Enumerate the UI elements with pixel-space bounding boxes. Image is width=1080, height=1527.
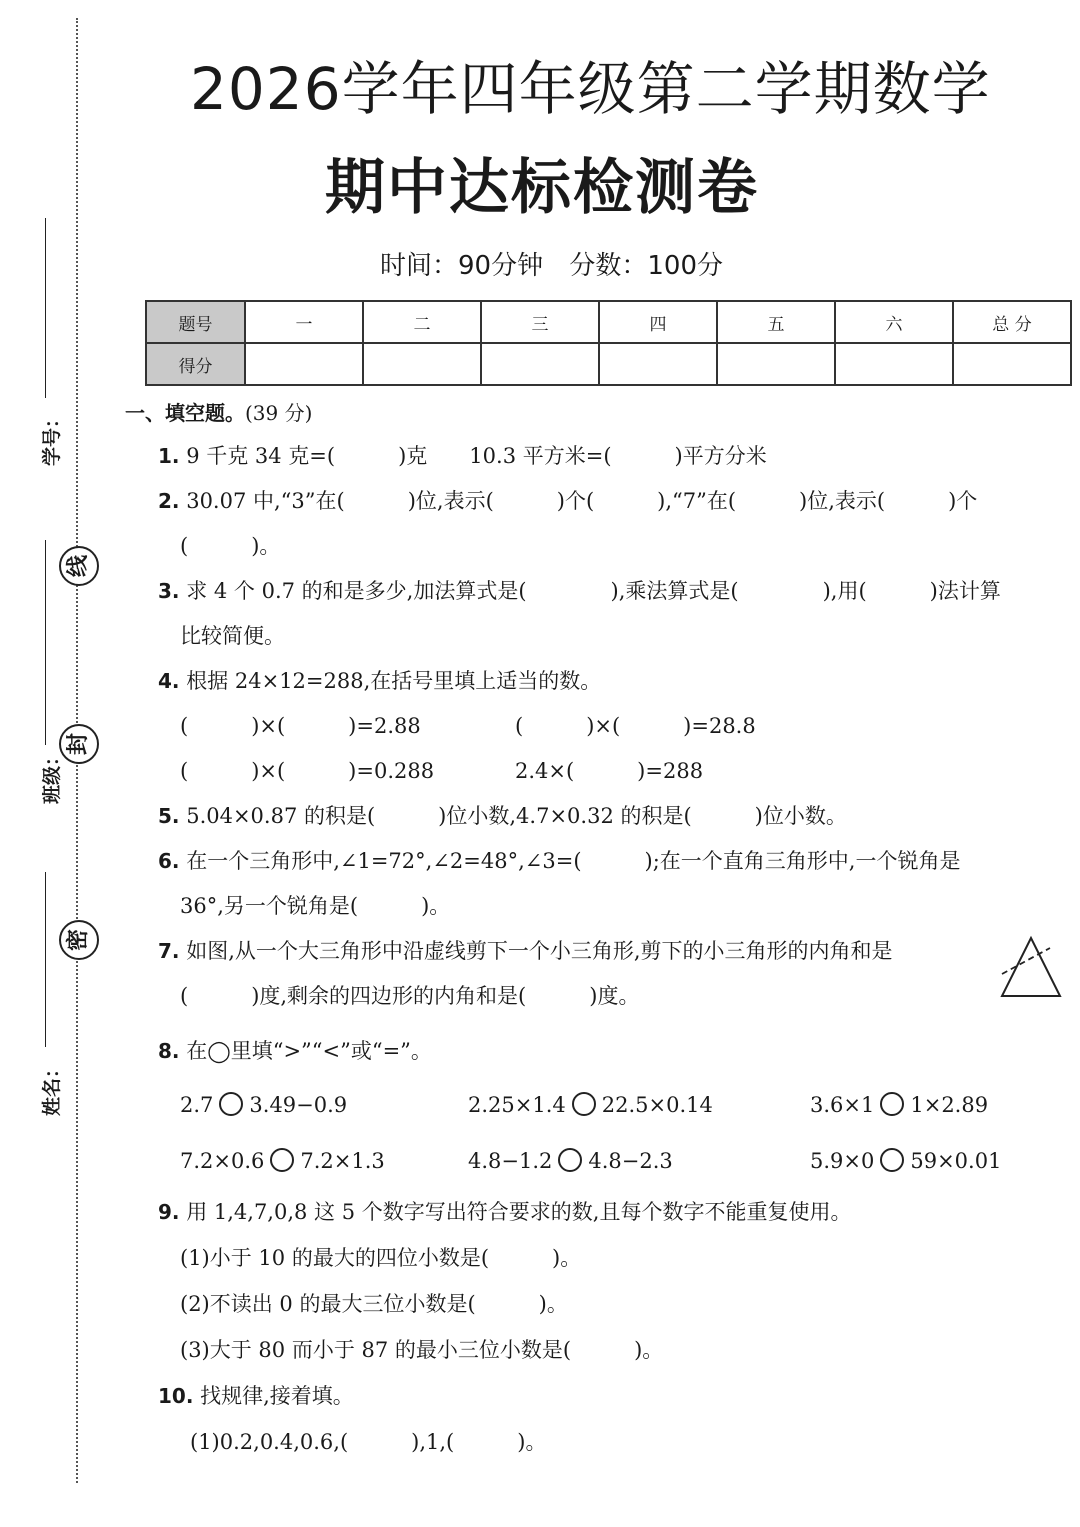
big-triangle bbox=[1002, 938, 1060, 996]
question-4-b: ( )×( )=28.8 bbox=[515, 714, 756, 738]
student-id-label: 学号： bbox=[41, 408, 64, 467]
question-number: 4. bbox=[158, 669, 180, 693]
compare-item bbox=[180, 1092, 347, 1117]
question-8 bbox=[158, 1037, 432, 1065]
compare-right: 4.8−2.3 bbox=[588, 1149, 673, 1173]
question-number: 8. bbox=[158, 1039, 180, 1063]
compare-right: 3.49−0.9 bbox=[249, 1093, 348, 1117]
question-6 bbox=[158, 847, 960, 875]
section-1-points: (39 分) bbox=[245, 401, 313, 425]
question-10-part-1: (1)0.2,0.4,0.6,( ),1,( )。 bbox=[190, 1430, 547, 1454]
compare-right: 59×0.01 bbox=[910, 1149, 1002, 1173]
compare-left: 2.25×1.4 bbox=[468, 1093, 566, 1117]
col-1: 一 bbox=[245, 301, 363, 343]
score-cell[interactable] bbox=[717, 343, 835, 385]
compare-left: 4.8−1.2 bbox=[468, 1149, 553, 1173]
score-cell[interactable] bbox=[481, 343, 599, 385]
compare-item bbox=[468, 1092, 713, 1117]
question-9-part-3: (3)大于 80 而小于 87 的最小三位小数是( )。 bbox=[180, 1338, 664, 1362]
col-2: 二 bbox=[363, 301, 481, 343]
score-cell[interactable] bbox=[599, 343, 717, 385]
compare-item bbox=[810, 1148, 1001, 1173]
question-text: 30.07 中,“3”在( )位,表示( )个( ),“7”在( )位,表示( )个 bbox=[186, 489, 978, 513]
question-text: 用 1,4,7,0,8 这 5 个数字写出符合要求的数,且每个数字不能重复使用。 bbox=[186, 1200, 852, 1224]
section-1-title: 一、填空题。 bbox=[125, 401, 245, 425]
exam-title-line1: 2026学年四年级第二学期数学 bbox=[190, 55, 991, 123]
question-text: 根据 24×12=288,在括号里填上适当的数。 bbox=[186, 669, 602, 693]
compare-circle[interactable] bbox=[572, 1092, 596, 1116]
question-7-cont: ( )度,剩余的四边形的内角和是( )度。 bbox=[180, 984, 640, 1008]
name-label: 姓名： bbox=[41, 1058, 64, 1117]
question-4 bbox=[158, 667, 601, 695]
question-text: 在一个三角形中,∠1=72°,∠2=48°,∠3=( );在一个直角三角形中,一个锐角是 bbox=[186, 849, 961, 873]
triangle-figure bbox=[998, 934, 1064, 1000]
score-table bbox=[145, 300, 1072, 386]
question-5 bbox=[158, 802, 847, 830]
compare-circle[interactable] bbox=[219, 1092, 243, 1116]
question-3-cont: 比较简便。 bbox=[180, 624, 285, 648]
score-table-header-row bbox=[146, 301, 1071, 343]
exam-meta bbox=[380, 245, 741, 282]
question-text: 5.04×0.87 的积是( )位小数,4.7×0.32 的积是( )位小数。 bbox=[186, 804, 847, 828]
seal-mi: 密 bbox=[59, 920, 99, 960]
score-cell[interactable] bbox=[245, 343, 363, 385]
question-3 bbox=[158, 577, 1001, 605]
score-cell[interactable] bbox=[953, 343, 1071, 385]
student-id-line[interactable] bbox=[45, 218, 46, 398]
question-9 bbox=[158, 1198, 851, 1226]
col-6: 六 bbox=[835, 301, 953, 343]
question-4-c: ( )×( )=0.288 bbox=[180, 759, 435, 783]
compare-circle[interactable] bbox=[880, 1092, 904, 1116]
question-number: 6. bbox=[158, 849, 180, 873]
exam-title-line2: 期中达标检测卷 bbox=[325, 153, 759, 223]
compare-right: 7.2×1.3 bbox=[300, 1149, 385, 1173]
col-total: 总 分 bbox=[953, 301, 1071, 343]
question-text: 求 4 个 0.7 的和是多少,加法算式是( ),乘法算式是( ),用( )法计算 bbox=[186, 579, 1001, 603]
compare-circle[interactable] bbox=[270, 1148, 294, 1172]
question-10 bbox=[158, 1382, 354, 1410]
col-3: 三 bbox=[481, 301, 599, 343]
class-label: 班级： bbox=[41, 746, 64, 805]
question-4-d: 2.4×( )=288 bbox=[515, 759, 704, 783]
question-1 bbox=[158, 442, 767, 470]
question-4-a: ( )×( )=2.88 bbox=[180, 714, 421, 738]
question-text: 9 千克 34 克=( )克 10.3 平方米=( )平方分米 bbox=[186, 444, 767, 468]
question-7 bbox=[158, 937, 893, 965]
col-5: 五 bbox=[717, 301, 835, 343]
compare-item bbox=[180, 1148, 385, 1173]
compare-left: 5.9×0 bbox=[810, 1149, 875, 1173]
exam-score: 分数：100分 bbox=[569, 251, 723, 281]
class-line[interactable] bbox=[45, 540, 46, 745]
question-6-cont: 36°,另一个锐角是( )。 bbox=[180, 894, 451, 918]
question-number: 7. bbox=[158, 939, 180, 963]
question-text: 找规律,接着填。 bbox=[200, 1384, 354, 1408]
compare-circle[interactable] bbox=[880, 1148, 904, 1172]
question-number: 10. bbox=[158, 1384, 194, 1408]
row-label-tihao: 题号 bbox=[146, 301, 245, 343]
compare-left: 3.6×1 bbox=[810, 1093, 875, 1117]
compare-right: 22.5×0.14 bbox=[601, 1093, 713, 1117]
score-cell[interactable] bbox=[835, 343, 953, 385]
row-label-defen: 得分 bbox=[146, 343, 245, 385]
compare-circle[interactable] bbox=[558, 1148, 582, 1172]
question-number: 2. bbox=[158, 489, 180, 513]
question-9-part-1: (1)小于 10 的最大的四位小数是( )。 bbox=[180, 1246, 582, 1270]
compare-left: 7.2×0.6 bbox=[180, 1149, 265, 1173]
question-number: 3. bbox=[158, 579, 180, 603]
question-number: 1. bbox=[158, 444, 180, 468]
question-number: 9. bbox=[158, 1200, 180, 1224]
col-4: 四 bbox=[599, 301, 717, 343]
compare-right: 1×2.89 bbox=[910, 1093, 989, 1117]
seal-xian: 线 bbox=[59, 546, 99, 586]
exam-time: 时间：90分钟 bbox=[380, 251, 544, 281]
question-9-part-2: (2)不读出 0 的最大三位小数是( )。 bbox=[180, 1292, 568, 1316]
question-text: 在◯里填“>”“<”或“=”。 bbox=[186, 1039, 432, 1063]
question-2-cont: ( )。 bbox=[180, 534, 281, 558]
score-table-score-row bbox=[146, 343, 1071, 385]
question-2 bbox=[158, 487, 977, 515]
compare-item bbox=[810, 1092, 988, 1117]
compare-item bbox=[468, 1148, 673, 1173]
score-cell[interactable] bbox=[363, 343, 481, 385]
question-number: 5. bbox=[158, 804, 180, 828]
section-1-heading bbox=[125, 397, 312, 426]
name-line[interactable] bbox=[45, 872, 46, 1047]
question-text: 如图,从一个大三角形中沿虚线剪下一个小三角形,剪下的小三角形的内角和是 bbox=[186, 939, 893, 963]
compare-left: 2.7 bbox=[180, 1093, 214, 1117]
seal-feng: 封 bbox=[59, 724, 99, 764]
